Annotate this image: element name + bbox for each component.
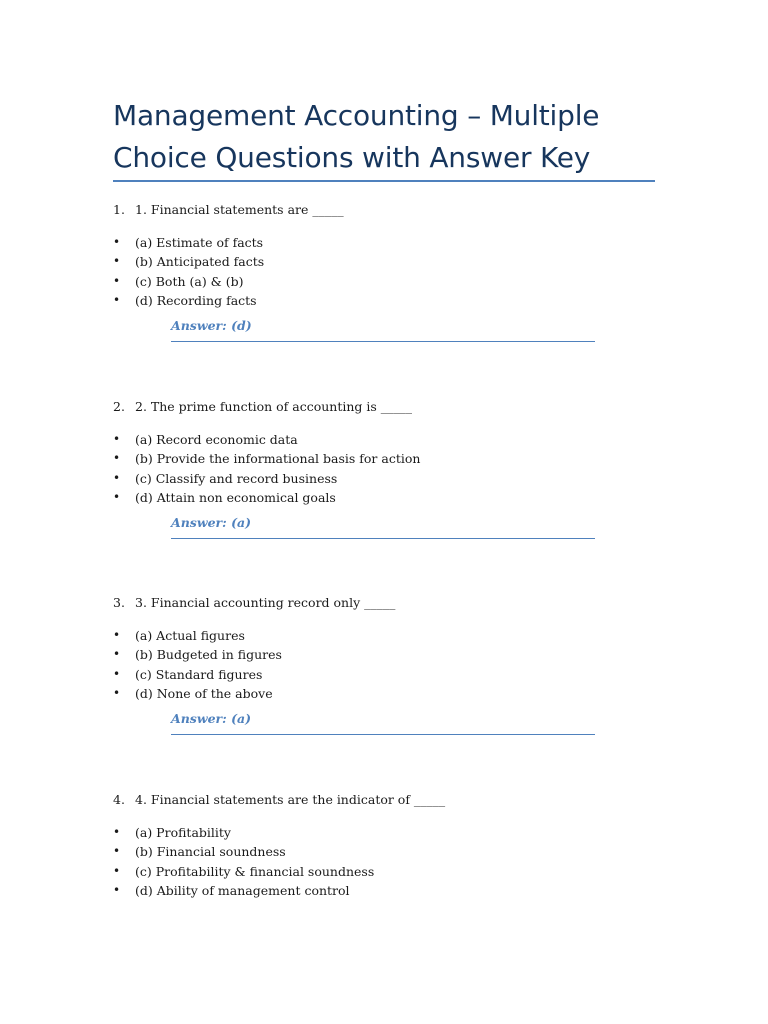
question-number: 4. bbox=[113, 792, 125, 807]
bullet-icon: • bbox=[113, 825, 121, 839]
option-text: (c) Both (a) & (b) bbox=[135, 273, 244, 289]
answer-key: Answer: (d) bbox=[171, 317, 595, 342]
bullet-icon: • bbox=[113, 647, 121, 662]
bullet-icon: • bbox=[113, 254, 121, 269]
bullet-icon: • bbox=[113, 451, 121, 466]
bullet-icon: • bbox=[113, 293, 121, 308]
question-line bbox=[113, 201, 344, 219]
option-text: (d) Attain non economical goals bbox=[135, 490, 336, 506]
bullet-icon: • bbox=[113, 273, 121, 288]
title-underline bbox=[113, 180, 655, 182]
bullet-icon: • bbox=[113, 628, 121, 642]
option-text: (a) Profitability bbox=[135, 825, 231, 840]
question-text: 1. Financial statements are _____ bbox=[135, 202, 344, 217]
question-number: 3. bbox=[113, 595, 125, 610]
bullet-icon: • bbox=[113, 235, 121, 249]
option-text: (a) Estimate of facts bbox=[135, 235, 264, 250]
question-text: 4. Financial statements are the indicator of _____ bbox=[135, 792, 446, 807]
option-text: (d) Ability of management control bbox=[135, 883, 350, 899]
answer-key: Answer: (a) bbox=[171, 710, 595, 735]
option-text: (c) Classify and record business bbox=[135, 470, 338, 486]
bullet-icon: • bbox=[113, 490, 121, 505]
question-line bbox=[113, 594, 395, 612]
bullet-icon: • bbox=[113, 844, 121, 859]
bullet-icon: • bbox=[113, 666, 121, 681]
option-text: (c) Standard figures bbox=[135, 666, 263, 682]
option-text: (d) None of the above bbox=[135, 686, 273, 702]
question-line bbox=[113, 791, 445, 809]
answer-key: Answer: (a) bbox=[171, 514, 595, 539]
question-number: 2. bbox=[113, 399, 125, 414]
option-text: (b) Anticipated facts bbox=[135, 254, 265, 270]
question-number: 1. bbox=[113, 202, 125, 217]
question-text: 3. Financial accounting record only _____ bbox=[135, 595, 396, 610]
bullet-icon: • bbox=[113, 686, 121, 701]
question-line bbox=[113, 398, 412, 416]
bullet-icon: • bbox=[113, 883, 121, 898]
option-text: (c) Profitability & financial soundness bbox=[135, 863, 375, 879]
option-text: (a) Actual figures bbox=[135, 628, 245, 643]
bullet-icon: • bbox=[113, 432, 121, 446]
bullet-icon: • bbox=[113, 863, 121, 878]
document-title: Management Accounting – Multiple Choice Questions with Answer Key bbox=[113, 99, 600, 174]
bullet-icon: • bbox=[113, 470, 121, 485]
option-text: (b) Financial soundness bbox=[135, 844, 286, 860]
option-text: (d) Recording facts bbox=[135, 293, 257, 309]
question-text: 2. The prime function of accounting is _____ bbox=[135, 399, 413, 414]
option-text: (a) Record economic data bbox=[135, 432, 298, 447]
option-text: (b) Provide the informational basis for action bbox=[135, 451, 421, 467]
option-text: (b) Budgeted in figures bbox=[135, 647, 282, 663]
